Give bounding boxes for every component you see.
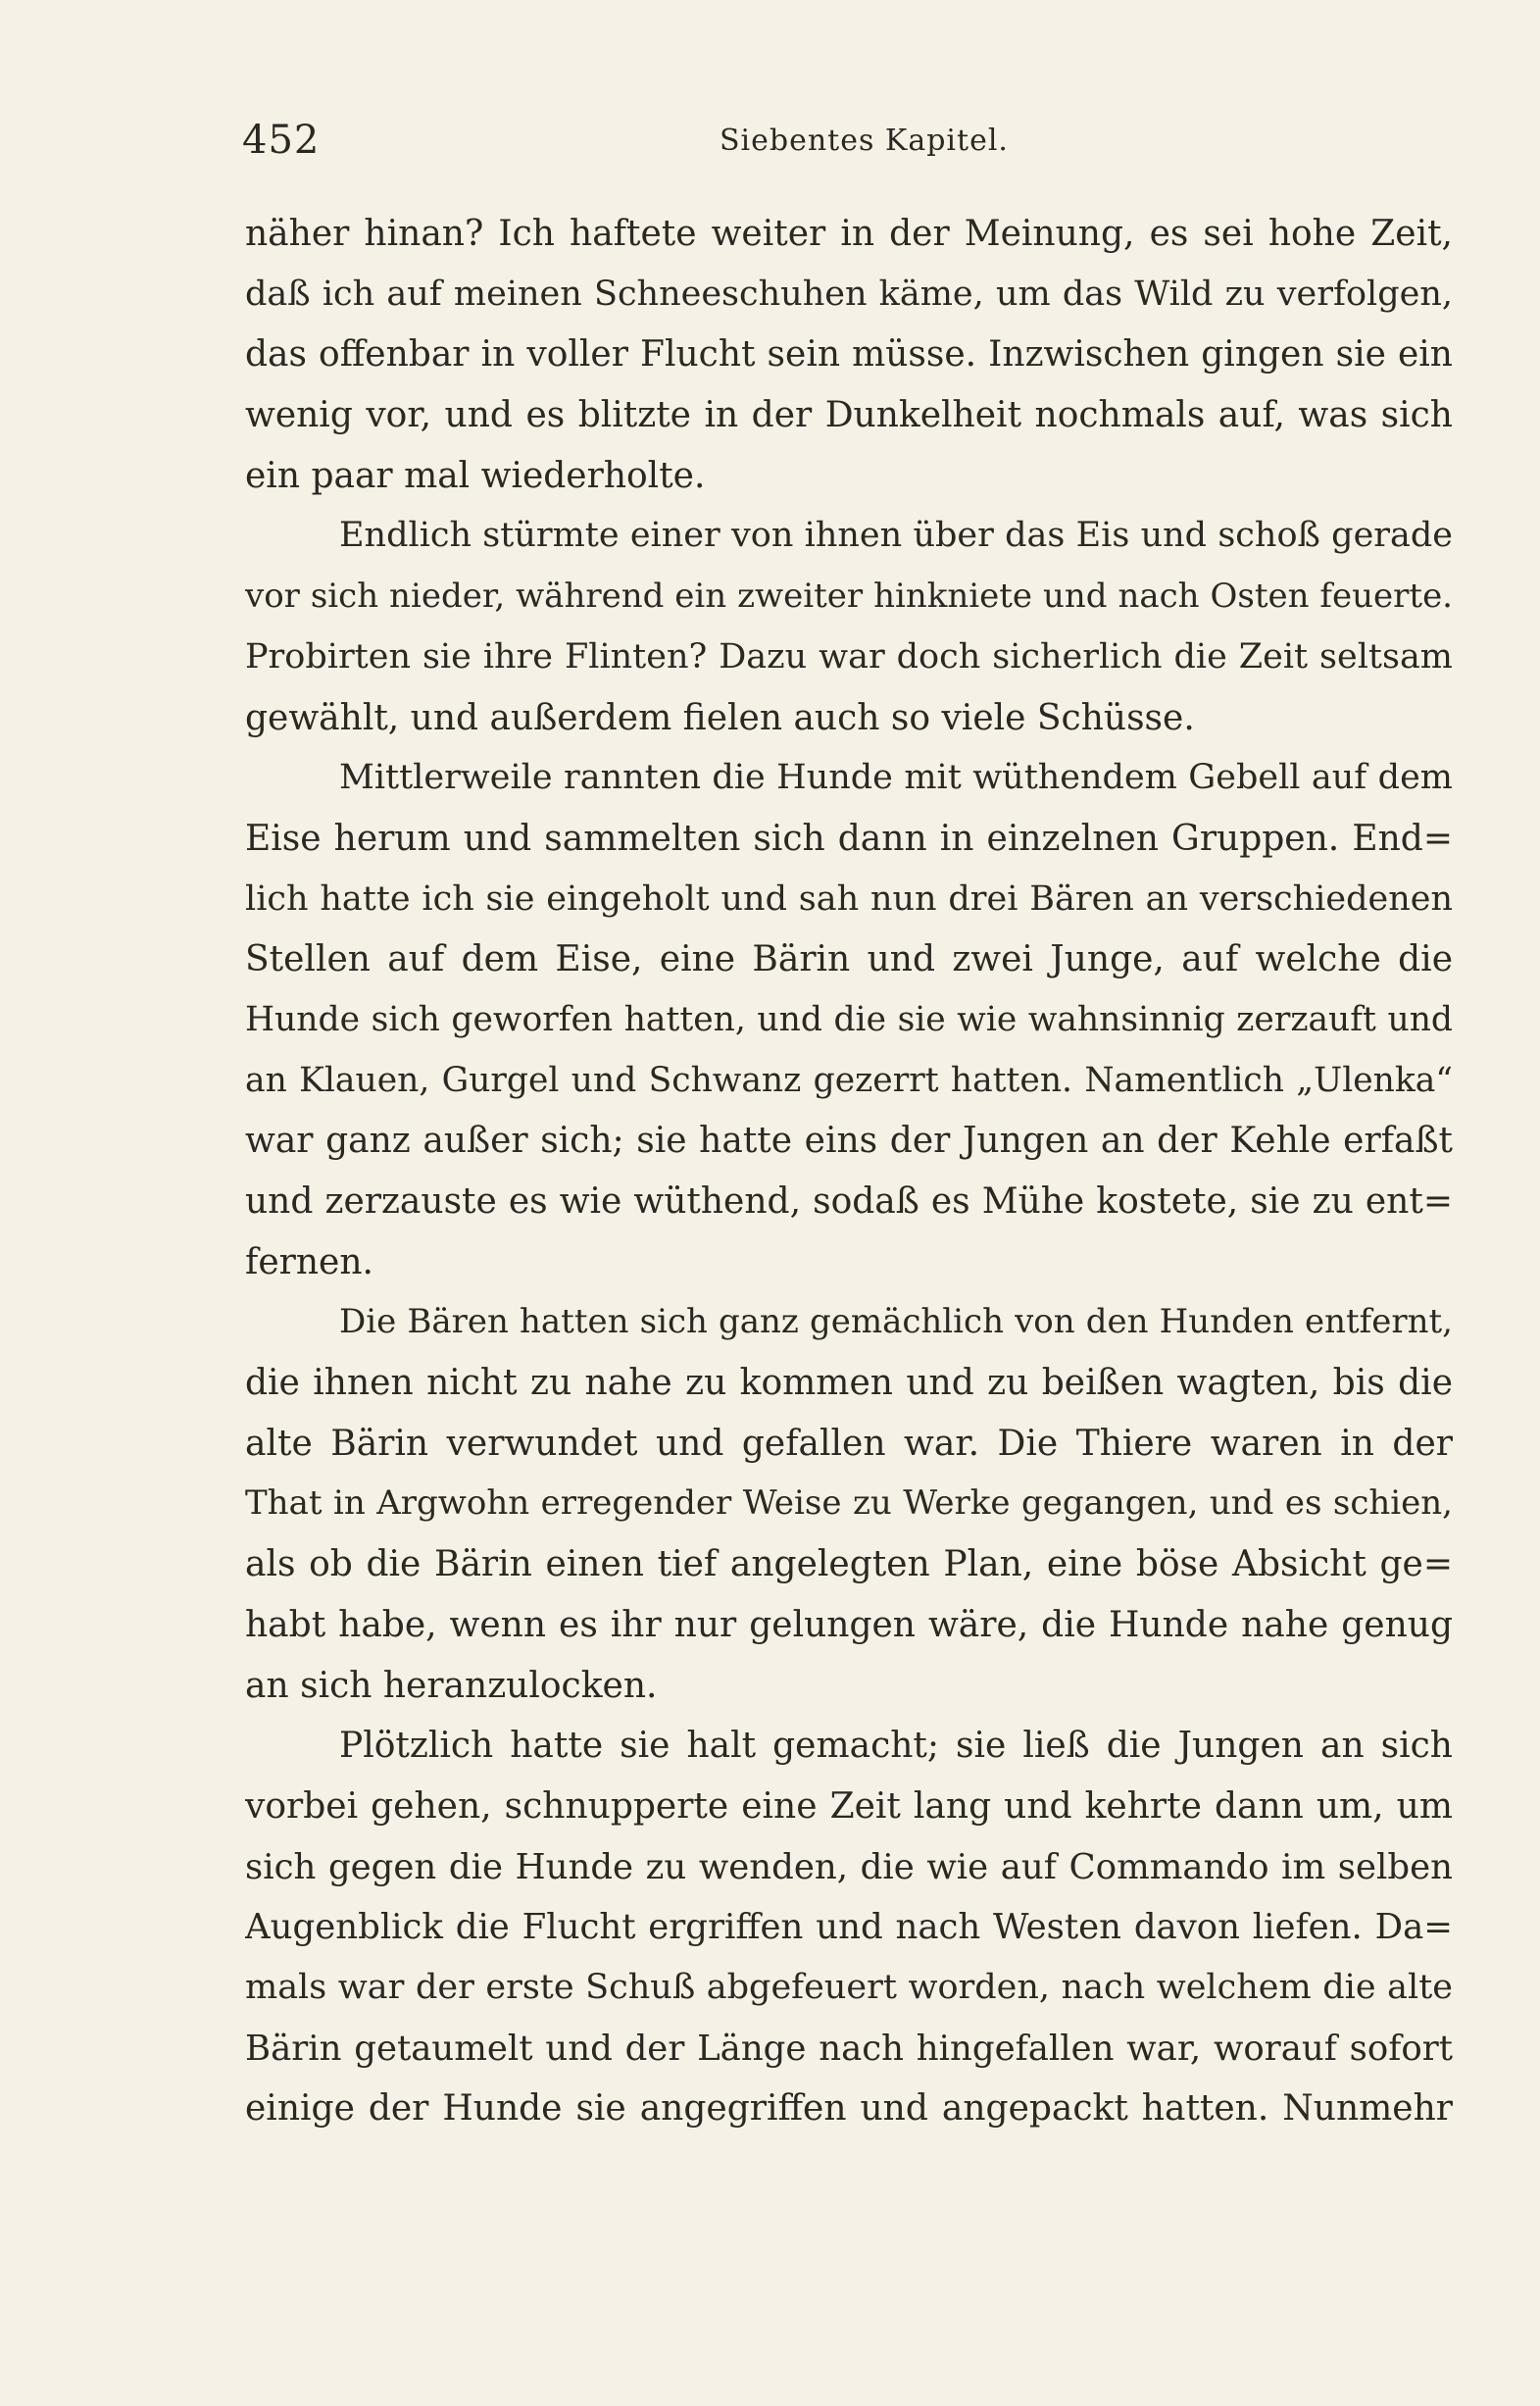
text-line: Stellen auf dem Eise, eine Bärin und zwei Junge, auf welche die — [245, 939, 1453, 980]
text-line: an sich heranzulocken. — [245, 1665, 658, 1706]
text-line: lich hatte ich sie eingeholt und sah nun drei Bären an verschiedenen — [245, 878, 1453, 919]
text-line: vor sich nieder, während ein zweiter hinkniete und nach Osten feuerte. — [245, 576, 1453, 617]
paragraph — [245, 1716, 1453, 2139]
text-line: mals war der erste Schuß abgefeuert worden, nach welchem die alte — [245, 1967, 1453, 2007]
text-line: Mittlerweile rannten die Hunde mit wüthendem Gebell auf dem — [339, 758, 1453, 798]
paragraph — [245, 204, 1453, 506]
text-line: Eise herum und sammelten sich dann in einzelnen Gruppen. End= — [245, 818, 1453, 859]
text-line: war ganz außer sich; sie hatte eins der Jungen an der Kehle erfaßt — [245, 1121, 1453, 1162]
text-line: die ihnen nicht zu nahe zu kommen und zu beißen wagten, bis die — [245, 1363, 1453, 1404]
text-line: ein paar mal wiederholte. — [245, 455, 706, 496]
page-header — [242, 118, 1458, 176]
paragraph — [245, 748, 1453, 1292]
text-line: und zerzauste es wie wüthend, sodaß es Mühe kostete, sie zu ent= — [245, 1181, 1453, 1222]
text-line: Die Bären hatten sich ganz gemächlich von den Hunden entfernt, — [339, 1302, 1453, 1342]
text-line: Hunde sich geworfen hatten, und die sie wie wahnsinnig zerzauft und — [245, 999, 1453, 1039]
text-line: Bärin getaumelt und der Länge nach hingefallen war, worauf sofort — [245, 2028, 1453, 2069]
running-head: Siebentes Kapitel. — [720, 124, 1009, 158]
text-line: Plötzlich hatte sie halt gemacht; sie ließ die Jungen an sich — [339, 1726, 1453, 1767]
text-line: vorbei gehen, schnupperte eine Zeit lang und kehrte dann um, um — [245, 1785, 1453, 1827]
text-line: wenig vor, und es blitzte in der Dunkelheit nochmals auf, was sich — [245, 395, 1453, 436]
text-line: Augenblick die Flucht ergriffen und nach Westen davon liefen. Da= — [245, 1907, 1453, 1948]
text-line: das offenbar in voller Flucht sein müsse. Inzwischen gingen sie ein — [245, 334, 1453, 376]
paragraph — [245, 506, 1453, 748]
text-line: habt habe, wenn es ihr nur gelungen wäre, die Hunde nahe genug — [245, 1604, 1453, 1645]
text-line: Endlich stürmte einer von ihnen über das Eis und schoß gerade — [339, 516, 1453, 556]
text-line: fernen. — [245, 1241, 373, 1282]
text-line: Probirten sie ihre Flinten? Dazu war doch sicherlich die Zeit seltsam — [245, 636, 1453, 677]
text-line: daß ich auf meinen Schneeschuhen käme, um das Wild zu verfolgen, — [245, 274, 1453, 314]
text-line: That in Argwohn erregender Weise zu Werke gegangen, und es schien, — [245, 1483, 1453, 1524]
text-line: alte Bärin verwundet und gefallen war. Die Thiere waren in der — [245, 1423, 1453, 1464]
text-line: an Klauen, Gurgel und Schwanz gezerrt hatten. Namentlich „Ulenka“ — [245, 1060, 1453, 1100]
text-line: einige der Hunde sie angegriffen und angepackt hatten. Nunmehr — [245, 2088, 1453, 2130]
text-line: als ob die Bärin einen tief angelegten Plan, eine böse Absicht ge= — [245, 1544, 1453, 1585]
paragraph — [245, 1292, 1453, 1716]
text-line: sich gegen die Hunde zu wenden, die wie auf Commando im selben — [245, 1846, 1453, 1887]
page-number: 452 — [242, 118, 321, 163]
body-text — [245, 204, 1453, 2139]
text-line: gewählt, und außerdem fielen auch so viele Schüsse. — [245, 697, 1195, 738]
text-line: näher hinan? Ich haftete weiter in der Meinung, es sei hohe Zeit, — [245, 214, 1453, 254]
